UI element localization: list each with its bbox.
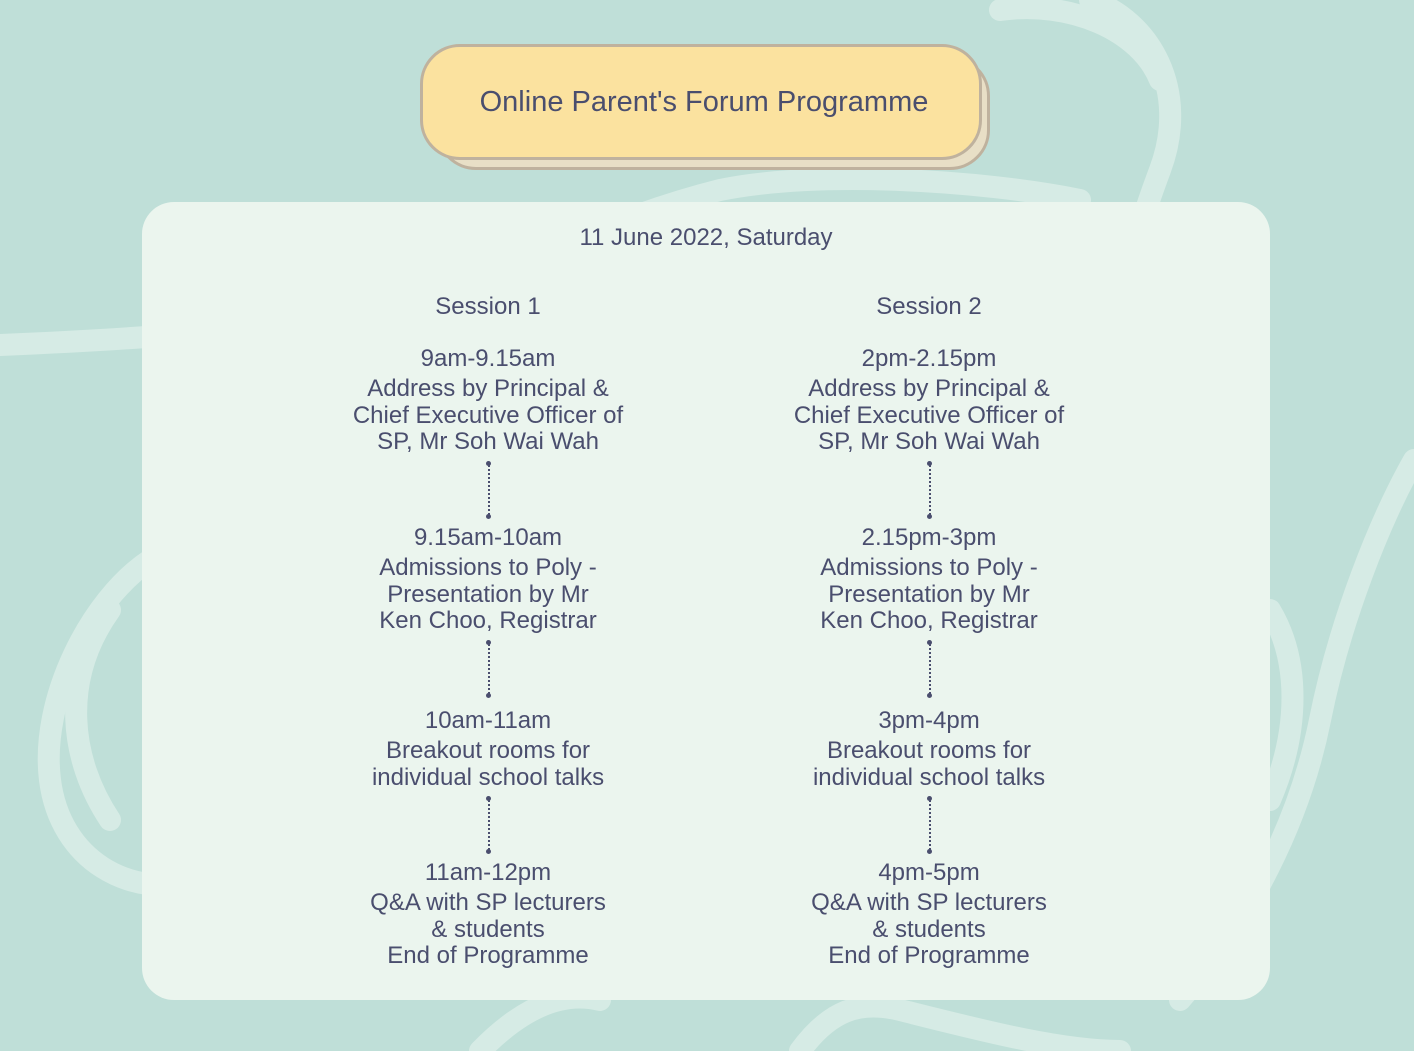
description-line: Chief Executive Officer of bbox=[352, 401, 624, 429]
item-description bbox=[308, 738, 668, 791]
schedule-item bbox=[308, 858, 668, 970]
schedule-item bbox=[308, 706, 668, 791]
session-1-column bbox=[308, 290, 668, 969]
item-description bbox=[749, 376, 1109, 456]
event-date: 11 June 2022, Saturday bbox=[579, 224, 833, 251]
item-description bbox=[308, 555, 668, 635]
item-time: 11am-12pm bbox=[424, 859, 552, 886]
description-line: Admissions to Poly - bbox=[820, 554, 1038, 581]
page-title: Online Parent's Forum Programme bbox=[420, 44, 982, 160]
timeline-connector bbox=[486, 640, 490, 698]
description-line: Q&A with SP lecturers bbox=[811, 889, 1047, 916]
timeline-connector bbox=[486, 796, 490, 854]
schedule-item bbox=[308, 344, 668, 456]
description-line: individual school talks bbox=[812, 763, 1046, 791]
timeline-connector bbox=[927, 796, 931, 854]
item-time: 4pm-5pm bbox=[878, 859, 980, 886]
timeline-connector bbox=[486, 461, 490, 519]
description-line: End of Programme bbox=[387, 942, 589, 969]
description-line: Chief Executive Officer of bbox=[793, 401, 1065, 429]
programme-card bbox=[142, 202, 1270, 1000]
description-line: Address by Principal & bbox=[367, 375, 609, 402]
item-time: 9.15am-10am bbox=[413, 524, 563, 551]
description-line: Breakout rooms for bbox=[826, 737, 1032, 764]
schedule-item bbox=[749, 523, 1109, 635]
description-line: Presentation by Mr bbox=[828, 580, 1030, 608]
item-description bbox=[749, 555, 1109, 635]
description-line: individual school talks bbox=[371, 763, 605, 791]
item-description bbox=[308, 890, 668, 970]
schedule-item bbox=[749, 344, 1109, 456]
title-banner bbox=[420, 44, 996, 174]
schedule-item bbox=[749, 858, 1109, 970]
session-2-column bbox=[749, 290, 1109, 969]
description-line: Ken Choo, Registrar bbox=[379, 607, 597, 634]
description-line: Breakout rooms for bbox=[385, 737, 591, 764]
description-line: SP, Mr Soh Wai Wah bbox=[818, 428, 1040, 455]
description-line: & students bbox=[872, 915, 986, 943]
item-time: 10am-11am bbox=[424, 707, 552, 734]
description-line: Admissions to Poly - bbox=[379, 554, 597, 581]
item-description bbox=[308, 376, 668, 456]
description-line: Presentation by Mr bbox=[387, 580, 589, 608]
timeline-connector bbox=[927, 640, 931, 698]
item-time: 3pm-4pm bbox=[878, 707, 980, 734]
schedule-item bbox=[749, 706, 1109, 791]
item-description bbox=[749, 738, 1109, 791]
item-time: 9am-9.15am bbox=[420, 345, 556, 372]
item-time: 2.15pm-3pm bbox=[861, 524, 997, 551]
description-line: SP, Mr Soh Wai Wah bbox=[377, 428, 599, 455]
description-line: Q&A with SP lecturers bbox=[370, 889, 606, 916]
session-title: Session 1 bbox=[435, 293, 541, 320]
item-description bbox=[749, 890, 1109, 970]
item-time: 2pm-2.15pm bbox=[861, 345, 997, 372]
session-title: Session 2 bbox=[876, 293, 982, 320]
description-line: & students bbox=[431, 915, 545, 943]
description-line: Address by Principal & bbox=[808, 375, 1050, 402]
schedule-item bbox=[308, 523, 668, 635]
description-line: End of Programme bbox=[828, 942, 1030, 969]
timeline-connector bbox=[927, 461, 931, 519]
description-line: Ken Choo, Registrar bbox=[820, 607, 1038, 634]
